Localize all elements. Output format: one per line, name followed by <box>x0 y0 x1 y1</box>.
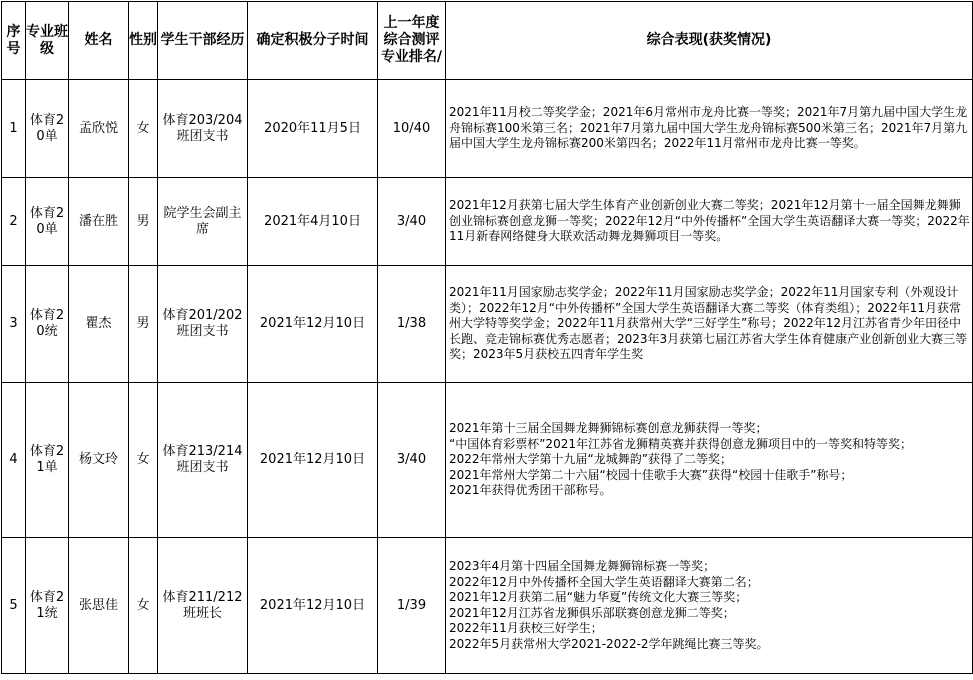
row-performance-cell <box>446 80 973 178</box>
row-rank-cell: 10/40 <box>378 80 446 178</box>
row-name-cell: 张思佳 <box>69 538 129 674</box>
row-no-cell: 2 <box>2 178 26 266</box>
performance-line: 2022年12月中外传播杯全国大学生英语翻译大赛第二名； <box>449 574 759 589</box>
row-date-cell: 2021年12月10日 <box>248 266 378 383</box>
row-name-cell: 孟欣悦 <box>69 80 129 178</box>
row-class-cell: 体育20统 <box>26 266 69 383</box>
row-performance-cell <box>446 266 973 383</box>
row-no-cell: 5 <box>2 538 26 674</box>
performance-line: 2022年常州大学第十九届“龙城舞韵”获得了二等奖； <box>449 452 732 467</box>
header-name: 姓名 <box>69 2 129 80</box>
table-row <box>2 538 973 674</box>
table-row <box>2 80 973 178</box>
performance-line: “中国体育彩票杯”2021年江苏省龙狮精英赛并获得创意龙狮项目中的一等奖和特等奖； <box>449 436 912 451</box>
row-name-cell: 杨文玲 <box>69 383 129 538</box>
row-rank-cell: 3/40 <box>378 178 446 266</box>
row-cadre-cell: 体育213/214班团支书 <box>158 383 248 538</box>
performance-line: 2021年12月江苏省龙狮俱乐部联赛创意龙狮二等奖； <box>449 605 735 620</box>
performance-line: 2021年获得优秀团干部称号。 <box>449 483 612 498</box>
header-date: 确定积极分子时间 <box>248 2 378 80</box>
performance-line: 2021年第十三届全国舞龙舞狮锦标赛创意龙狮获得一等奖； <box>449 421 768 436</box>
table-row <box>2 266 973 383</box>
row-no-cell: 1 <box>2 80 26 178</box>
row-date-cell: 2021年12月10日 <box>248 538 378 674</box>
row-class-cell: 体育21单 <box>26 383 69 538</box>
header-rank: 上一年度综合测评专业排名/ <box>378 2 446 80</box>
row-name-cell: 潘在胜 <box>69 178 129 266</box>
performance-line: 2022年5月获常州大学2021-2022-2学年跳绳比赛三等奖。 <box>449 636 769 651</box>
table-body <box>2 80 973 674</box>
row-rank-cell: 3/40 <box>378 383 446 538</box>
row-gender-cell: 男 <box>129 178 158 266</box>
row-date-cell: 2021年12月10日 <box>248 383 378 538</box>
performance-line: 2023年4月第十四届全国舞龙舞狮锦标赛一等奖； <box>449 559 716 573</box>
row-rank-cell: 1/38 <box>378 266 446 383</box>
row-gender-cell: 女 <box>129 538 158 674</box>
row-cadre-cell: 体育201/202班团支书 <box>158 266 248 383</box>
row-rank-cell: 1/39 <box>378 538 446 674</box>
header-row <box>2 2 973 80</box>
header-gender: 性别 <box>129 2 158 80</box>
row-performance-cell <box>446 538 973 674</box>
row-class-cell: 体育20单 <box>26 178 69 266</box>
row-class-cell: 体育20单 <box>26 80 69 178</box>
performance-line: 2021年11月国家励志奖学金；2022年11月国家励志奖学金；2022年11月国家专利（外观设计类）；2022年12月“中外传播杯”全国大学生英语翻译大赛二等奖（体育类组）；2022年11月获常州大学特等奖学金；2022年11月获常州大学“三好学生”称号；2022年12月江苏省青少年田径中长跑、竞走锦标赛优秀志愿者；2023年3月获第七届江苏省大学生体育健康产业创新创业大赛三等奖；2023年5月获校五四青年学生奖 <box>449 285 968 362</box>
candidates-table <box>1 1 973 674</box>
row-performance-cell <box>446 178 973 266</box>
row-cadre-cell: 院学生会副主席 <box>158 178 248 266</box>
table-row <box>2 178 973 266</box>
row-class-cell: 体育21统 <box>26 538 69 674</box>
header-class: 专业班级 <box>26 2 69 80</box>
performance-line: 2021年12月获第二届“魅力华夏”传统文化大赛三等奖； <box>449 590 748 604</box>
row-no-cell: 3 <box>2 266 26 383</box>
performance-line: 2021年常州大学第二十六届“校园十佳歌手大赛”获得“校园十佳歌手”称号； <box>449 467 853 482</box>
row-no-cell: 4 <box>2 383 26 538</box>
row-name-cell: 瞿杰 <box>69 266 129 383</box>
row-cadre-cell: 体育211/212班班长 <box>158 538 248 674</box>
row-date-cell: 2021年4月10日 <box>248 178 378 266</box>
performance-line: 2021年12月获第七届大学生体育产业创新创业大赛二等奖；2021年12月第十一届全国舞龙舞狮创业锦标赛创意龙狮一等奖；2022年12月“中外传播杯”全国大学生英语翻译大赛一等奖；2022年11月新春网络健身大联欢活动舞龙舞狮项目一等奖。 <box>449 198 970 244</box>
header-no: 序号 <box>2 2 26 80</box>
row-gender-cell: 女 <box>129 383 158 538</box>
row-performance-cell <box>446 383 973 538</box>
row-date-cell: 2020年11月5日 <box>248 80 378 178</box>
row-gender-cell: 女 <box>129 80 158 178</box>
performance-line: 2022年11月获校三好学生； <box>449 621 603 635</box>
performance-line: 2021年11月校二等奖学金；2021年6月常州市龙舟比赛一等奖；2021年7月第九届中国大学生龙舟锦标赛100米第三名；2021年7月第九届中国大学生龙舟锦标赛500米第三名；2021年7月第九届中国大学生龙舟锦标赛200米第四名；2022年11月常州市龙舟比赛一等奖。 <box>449 105 968 151</box>
row-gender-cell: 男 <box>129 266 158 383</box>
row-cadre-cell: 体育203/204班团支书 <box>158 80 248 178</box>
header-performance: 综合表现(获奖情况) <box>446 2 973 80</box>
header-cadre: 学生干部经历 <box>158 2 248 80</box>
table-row <box>2 383 973 538</box>
